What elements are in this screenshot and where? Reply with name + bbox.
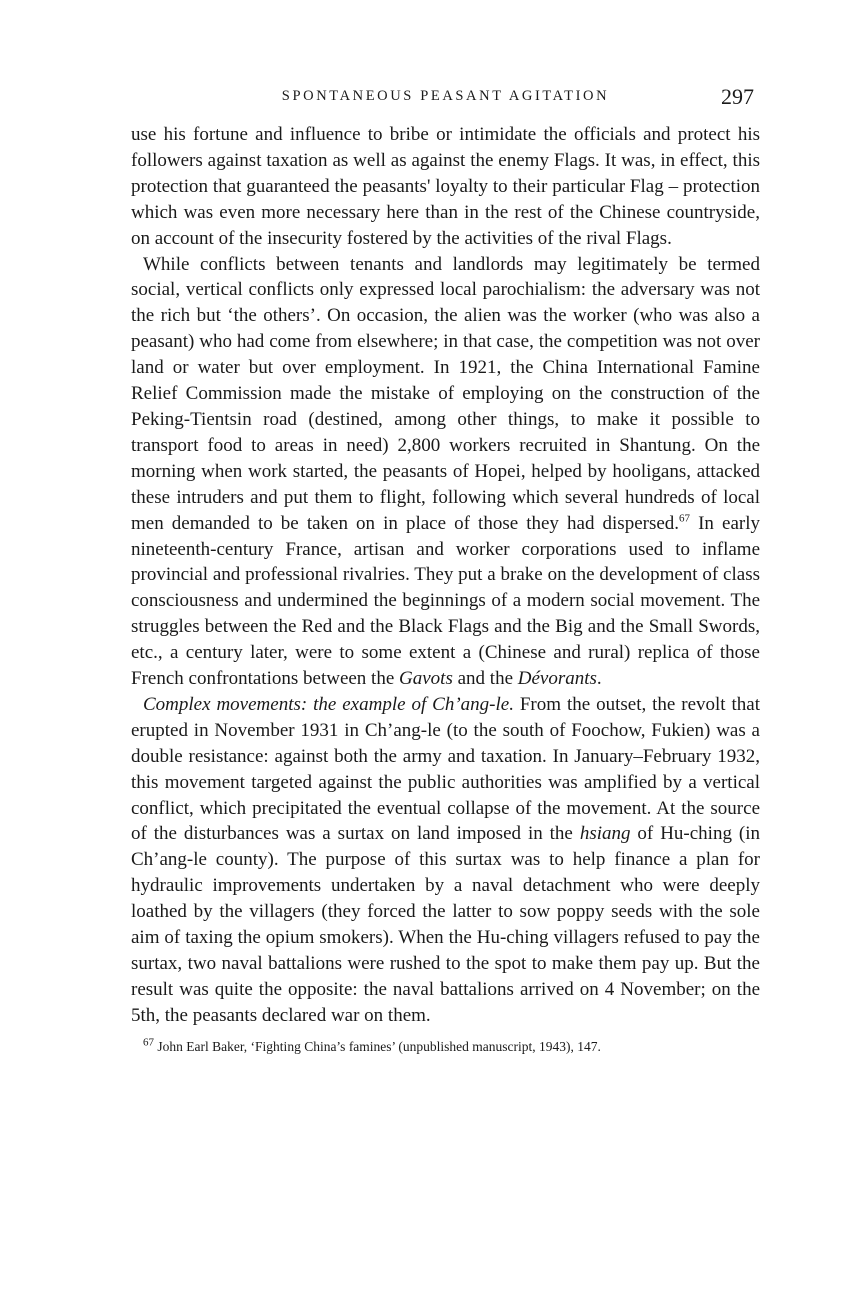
footnote-reference: 67 [679, 512, 691, 525]
paragraph-1 [131, 122, 760, 252]
footnote-text: John Earl Baker, ‘Fighting China’s famines’ (unpublished manuscript, 1943), 147. [154, 1038, 601, 1054]
paragraph-2 [131, 252, 760, 692]
page-number: 297 [721, 84, 754, 109]
footnote [131, 1038, 760, 1056]
paragraph-3 [131, 692, 760, 1029]
text-segment: use his fortune and influence to bribe or intimidate the officials and protect his followers against taxation as well as against the enemy Flags. It was, in effect, this protection that guaranteed the peasants' loyalty to their particular Flag – protection which was even more necessary here than in the rest of the Chinese countryside, on account of the insecurity fostered by the activities of the rival Flags. [131, 124, 760, 249]
italic-term: Gavots [399, 668, 453, 690]
footnote-number: 67 [143, 1036, 154, 1049]
section-run-in-heading: Complex movements: the example of Ch’ang-le. [143, 693, 514, 715]
text-segment: From the outset, the revolt that erupted in November 1931 in Ch’ang-le (to the south of Foochow, Fukien) was a double resistance: against both the army and taxation. In January–February 1932, this movement targeted against the public authorities was amplified by a vertical conflict, which precipitated the eventual collapse of the movement. At the source of the disturbances was a surtax on land imposed in the [131, 693, 760, 845]
running-head: SPONTANEOUS PEASANT AGITATION [281, 88, 610, 104]
text-segment: of Hu-ching (in Ch’ang-le county). The purpose of this surtax was to help finance a plan for hydraulic improvements undertaken by a naval detachment who were deeply loathed by the villagers (they forced the latter to sow poppy seeds with the sole aim of taxing the opium smokers). When the Hu-ching villagers refused to pay the surtax, two naval battalions were rushed to the spot to make them pay up. But the result was quite the opposite: the naval battalions arrived on 4 November; on the 5th, the peasants declared war on them. [131, 823, 760, 1026]
text-segment: . [596, 668, 602, 690]
text-segment: While conflicts between tenants and landlords may legitimately be termed social, vertical conflicts only expressed local parochialism: the adversary was not the rich but ‘the others’. On occasion, the alien was the worker (who was also a peasant) who had come from elsewhere; in that case, the competition was not over land or water but over employment. In 1921, the China International Famine Relief Commission made the mistake of employing on the construction of the Peking-Tientsin road (destined, among other things, to make it possible to transport food to areas in need) 2,800 workers recruited in Shantung. On the morning when work started, the peasants of Hopei, helped by hooligans, attacked these intruders and put them to flight, following which several hundreds of local men demanded to be taken on in place of those they had dispersed. [131, 253, 760, 534]
body-text [131, 122, 760, 1029]
text-segment: and the [452, 668, 518, 690]
text-segment: In early nineteenth-century France, artisan and worker corporations used to inflame provincial and professional rivalries. They put a brake on the development of class consciousness and undermined the beginnings of a modern social movement. The struggles between the Red and the Black Flags and the Big and the Small Swords, etc., a century later, were to some extent a (Chinese and rural) replica of those French confrontations between the [131, 512, 760, 690]
italic-term: hsiang [579, 823, 631, 845]
book-page [131, 86, 760, 1056]
italic-term: Dévorants [517, 668, 597, 690]
page-header [131, 86, 760, 120]
